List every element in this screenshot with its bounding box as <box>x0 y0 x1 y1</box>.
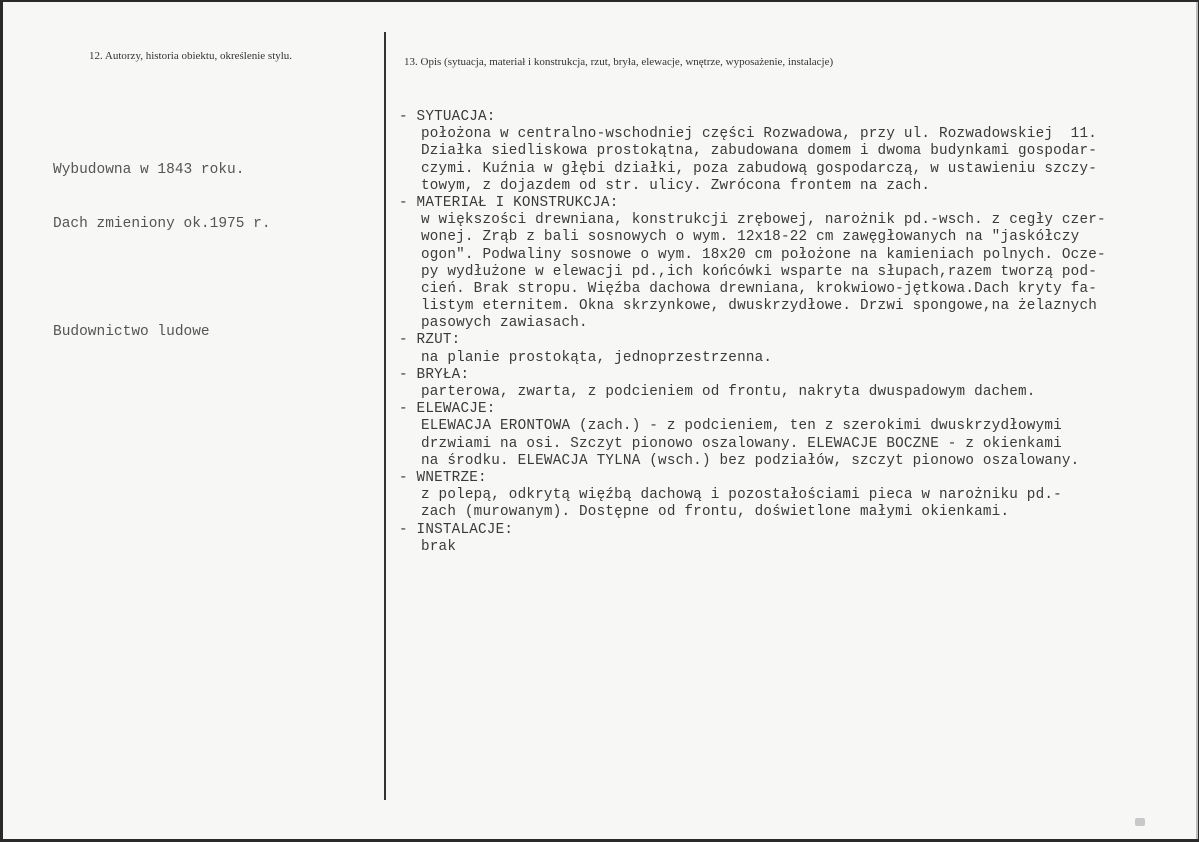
section-12-header: 12. Autorzy, historia obiektu, określenie stylu. <box>89 50 293 62</box>
history-line: Dach zmieniony ok.1975 r. <box>53 216 271 232</box>
scan-artifact <box>1135 818 1145 826</box>
description-line: położona w centralno-wschodniej części Rozwadowa, przy ul. Rozwadowskiej 11. <box>421 126 1098 143</box>
heading-sytuacja: - SYTUACJA: <box>399 109 496 125</box>
section-13-header: 13. Opis (sytuacja, materiał i konstrukcja, rzut, bryła, elewacje, wnętrze, wyposażenie, instalacje) <box>404 56 834 68</box>
description-line: parterowa, zwarta, z podcieniem od frontu, nakryta dwuspadowym dachem. <box>421 384 1036 400</box>
description-line: w większości drewniana, konstrukcji zrębowej, narożnik pd.-wsch. z cegły czer- <box>421 212 1106 229</box>
description-line: listym eternitem. Okna skrzynkowe, dwuskrzydłowe. Drzwi spongowe,na żelaznych <box>421 298 1098 315</box>
description-line: py wydłużone w elewacji pd.,ich końcówki wsparte na słupach,razem tworzą pod- <box>421 263 1098 280</box>
description-line: czymi. Kuźnia w głębi działki, poza zabudową gospodarczą, w ustawieniu szczy- <box>421 160 1098 177</box>
description-line: ogon". Podwaliny sosnowe o wym. 18x20 cm położone na kamieniach polnych. Ocze- <box>421 246 1106 263</box>
description-line: zach (murowanym). Dostępne od frontu, doświetlone małymi okienkami. <box>421 504 1010 521</box>
heading-elewacje: - ELEWACJE: <box>399 401 496 418</box>
heading-bryla: - BRYŁA: <box>399 366 470 383</box>
history-text <box>53 125 271 377</box>
description-line: ELEWACJA ERONTOWA (zach.) - z podcieniem, ten z szerokimi dwuskrzydłowymi <box>421 418 1062 435</box>
heading-rzut: - RZUT: <box>399 332 461 349</box>
description-line: drzwiami na osi. Szczyt pionowo oszalowany. ELEWACJE BOCZNE - z okienkami <box>421 435 1062 452</box>
description-line: brak <box>421 538 457 555</box>
description-line: cień. Brak stropu. Więźba dachowa drewniana, krokwiowo-jętkowa.Dach kryty fa- <box>421 280 1098 297</box>
spacer <box>53 269 271 287</box>
heading-wnetrze: - WNETRZE: <box>399 469 487 486</box>
history-line: Wybudowna w 1843 roku. <box>53 162 245 178</box>
description-line: na planie prostokąta, jednoprzestrzenna. <box>421 349 773 366</box>
description-text <box>399 109 1189 556</box>
heading-material: - MATERIAŁ I KONSTRUKCJA: <box>399 194 619 211</box>
document-sheet <box>3 2 1198 839</box>
style-line: Budownictwo ludowe <box>53 324 210 340</box>
description-line: na środku. ELEWACJA TYLNA (wsch.) bez podziałów, szczyt pionowo oszalowany. <box>421 452 1080 469</box>
description-line: pasowych zawiasach. <box>421 315 588 332</box>
description-line: z polepą, odkrytą więźbą dachową i pozostałościami pieca w narożniku pd.- <box>421 487 1062 504</box>
column-divider <box>384 32 386 800</box>
description-line: wonej. Zrąb z bali sosnowych o wym. 12x18-22 cm zawęgłowanych na "jaskółczy <box>421 229 1080 246</box>
description-line: towym, z dojazdem od str. ulicy. Zwrócona frontem na zach. <box>421 177 931 194</box>
description-line: Działka siedliskowa prostokątna, zabudowana domem i dwoma budynkami gospodar- <box>421 143 1098 160</box>
heading-instalacje: - INSTALACJE: <box>399 521 514 538</box>
